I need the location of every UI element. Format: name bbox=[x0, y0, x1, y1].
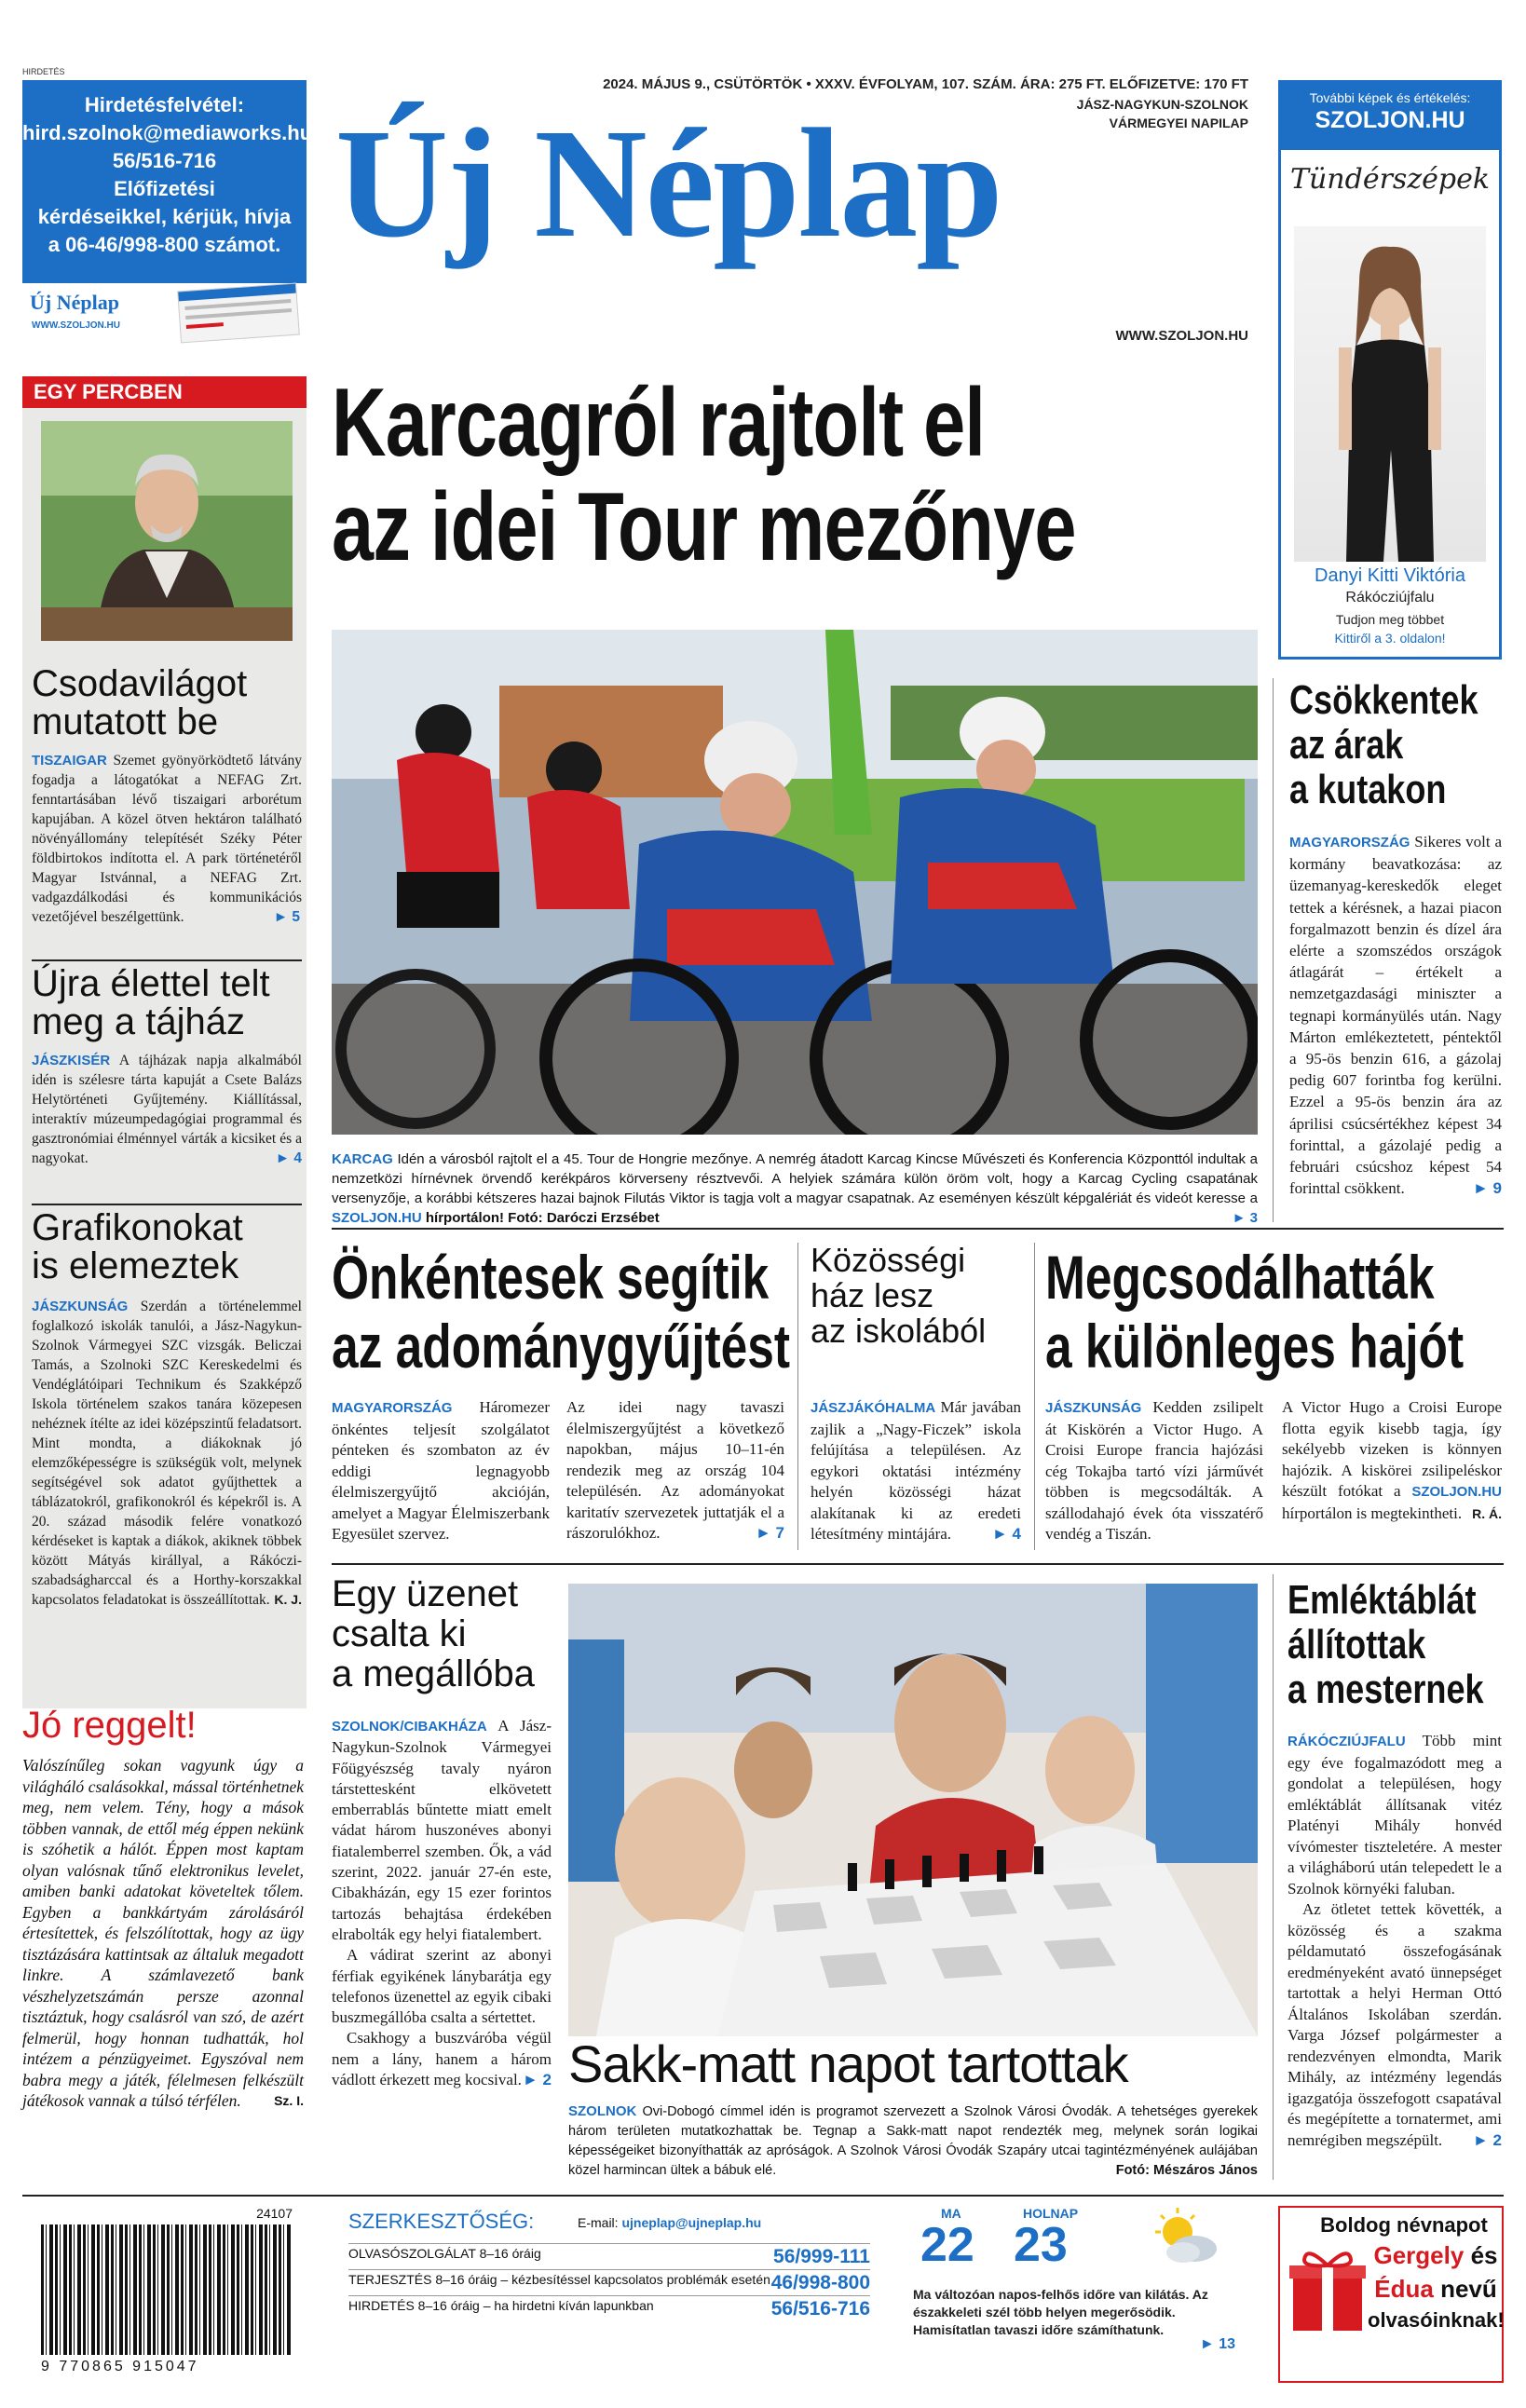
editorial-row-2-number[interactable]: 46/998-800 bbox=[770, 2272, 870, 2293]
volunteers-ref[interactable]: ► 7 bbox=[755, 1524, 784, 1542]
masthead-title[interactable]: Új Néplap bbox=[335, 97, 1001, 270]
ad-label: HIRDETÉS bbox=[22, 67, 65, 76]
chess-photo-credit: Fotó: Mészáros János bbox=[1115, 2163, 1258, 2178]
jo-reggelt-sig: Sz. I. bbox=[274, 2093, 304, 2108]
promo-more-1: Tudjon meg többet bbox=[1335, 612, 1445, 627]
left-article-3-title[interactable] bbox=[32, 1209, 302, 1286]
left-article-3-body bbox=[32, 1297, 302, 1610]
prices-title[interactable] bbox=[1289, 678, 1504, 812]
scam-headline[interactable] bbox=[332, 1574, 555, 1694]
promo-script-title: Tündérszépek bbox=[1289, 163, 1491, 196]
left-article-1-text: Szemet gyönyörködtető látvány fogadja a látogatókat a NEFAG Zrt. fenntartásában lévő tiszaigari arborétum kapujában. A közel ötven hektáron található növényállomány telepítését Széky Péter földbirtokos indította el. A park történetéről Magyar Istvánnal, a NEFAG Zrt. vadgazdálkodási és kommunikációs vezetőjével beszélgettünk. bbox=[32, 753, 303, 925]
weather-today-temp: 22 bbox=[920, 2218, 974, 2272]
promo-site[interactable]: SZOLJON.HU bbox=[1315, 107, 1465, 133]
plaque-headline-line-3: a mesternek bbox=[1288, 1667, 1484, 1712]
ad-newspaper-thumbnail bbox=[177, 283, 300, 344]
chess-caption bbox=[568, 2102, 1258, 2181]
jo-reggelt-title: Jó reggelt! bbox=[22, 1705, 197, 1746]
left-article-3-sig: K. J. bbox=[274, 1592, 302, 1607]
nameday-line-1: Boldog névnapot bbox=[1320, 2213, 1488, 2237]
masthead-url[interactable]: WWW.SZOLJON.HU bbox=[1115, 328, 1248, 344]
plaque-body bbox=[1288, 1731, 1502, 2152]
nameday-name-1: Gergely bbox=[1373, 2241, 1465, 2269]
editorial-email-label: E-mail: bbox=[578, 2215, 619, 2230]
portrait-photo bbox=[41, 421, 293, 641]
ad-box[interactable] bbox=[22, 80, 313, 347]
editorial-row-2-label: TERJESZTÉS 8–16 óráig – kézbesítéssel kapcsolatos problémák esetén bbox=[348, 2272, 770, 2287]
ad-logo: Új Néplap bbox=[30, 291, 119, 314]
scam-kicker: SZOLNOK/CIBAKHÁZA bbox=[332, 1719, 487, 1735]
lead-caption-ref[interactable]: ► 3 bbox=[1232, 1210, 1258, 1226]
plaque-headline-line-2: állítottak bbox=[1288, 1622, 1426, 1667]
promo-town: Rákócziújfalu bbox=[1345, 590, 1435, 605]
lead-caption-tail: hírportálon! Fotó: Daróczi Erzsébet bbox=[425, 1210, 660, 1226]
left-article-1-body bbox=[32, 751, 302, 927]
ad-line-1: Hirdetésfelvétel: bbox=[84, 93, 245, 116]
middle-divider bbox=[332, 1563, 1504, 1565]
weather-tomorrow-temp: 23 bbox=[1014, 2218, 1068, 2272]
left-article-3-text: Szerdán a történelemmel foglalkozó iskolák tanulói, a Jász-Nagykun-Szolnok Vármegyei SZC vizsgák. Beliczai Tamás, a Szolnoki SZC Kereskedelmi és Vendéglátóipari Technikum és Szakképző Iskola történelem szakos tanára közepesen nehéznek ítélte az idei középszintű feladatsort. Mint mondta, a diákoknak jó elemzőképességre is szükségük volt, melynek segítségével sok adatot gyűjthettek a táblázatokról, grafikonokról és képekről is. A 20. század második felére vonatkozó kérdéseket is kaptak a diákok, akiknek többek között Mátyás királlyal, a Rákóczi-szabadságharccal és a Horthy-korszakkal kapcsolatos feladatokat is összeállítottak. bbox=[32, 1299, 302, 1608]
nameday-box bbox=[1278, 2206, 1504, 2383]
nameday-line-4: olvasóinknak! bbox=[1368, 2308, 1505, 2332]
prices-kicker: MAGYARORSZÁG bbox=[1289, 835, 1410, 850]
left-article-1-ref[interactable]: ► 5 bbox=[273, 909, 300, 925]
weather-today-label: MA bbox=[941, 2206, 961, 2221]
scam-headline-line-1: Egy üzenet bbox=[332, 1573, 519, 1614]
editorial-row-1-number[interactable]: 56/999-111 bbox=[773, 2246, 870, 2267]
scam-text-1: A Jász-Nagykun-Szolnok Vármegyei Főügyészség tavaly nyáron társtettesként elkövetett emberrablás bűntette miatt emelt vádat három huszonéves abonyi fiatalemberrel szemben. Ők, a vád szerint, 2022. január 27-én este, Cibakházán, egy 15 ezer forintos tartozás behajtása érdekében elrabolták egy helyi fiatalembert. bbox=[332, 1717, 552, 1943]
scam-headline-line-2: csalta ki bbox=[332, 1613, 467, 1654]
weather-ref[interactable]: ► 13 bbox=[1200, 2336, 1236, 2352]
ship-text-2b: hírportálon is megtekintheti. bbox=[1282, 1503, 1463, 1522]
editorial-email[interactable]: ujneplap@ujneplap.hu bbox=[621, 2215, 762, 2230]
ad-line-6: a 06-46/998-800 számot. bbox=[48, 233, 281, 256]
ad-phone: 56/516-716 bbox=[112, 149, 217, 172]
editorial-title: SZERKESZTŐSÉG: bbox=[348, 2210, 535, 2233]
ad-line-5: kérdéseikkel, kérjük, hívja bbox=[37, 205, 292, 228]
left-divider-2 bbox=[32, 1204, 302, 1205]
community-headline[interactable] bbox=[811, 1243, 1034, 1349]
promo-line-1: További képek és értékelés: bbox=[1309, 90, 1471, 105]
left-article-1-title-line-1: Csodavilágot bbox=[32, 663, 248, 704]
ad-line-4: Előfizetési bbox=[114, 177, 215, 200]
nameday-name-2: Édua bbox=[1374, 2275, 1434, 2303]
footer-top-divider bbox=[22, 2195, 1504, 2197]
ship-sig: R. Á. bbox=[1472, 1505, 1502, 1521]
prices-title-line-2: az árak bbox=[1289, 722, 1404, 768]
scam-headline-line-3: a megállóba bbox=[332, 1653, 535, 1694]
chess-kicker: SZOLNOK bbox=[568, 2103, 637, 2119]
left-article-1-title[interactable] bbox=[32, 665, 302, 741]
plaque-ref[interactable]: ► 2 bbox=[1472, 2131, 1502, 2149]
col-divider-right-top bbox=[1273, 678, 1274, 1222]
plaque-kicker: RÁKÓCZIÚJFALU bbox=[1288, 1734, 1406, 1749]
cycling-photo[interactable] bbox=[332, 630, 1258, 1135]
lead-headline-line-1: Karcagról rajtolt el bbox=[332, 369, 986, 477]
volunteers-headline-line-1: Önkéntesek segítik bbox=[332, 1243, 770, 1312]
editorial-row-1 bbox=[348, 2243, 870, 2268]
jo-reggelt-text: Valószínűleg sokan vagyunk úgy a világháló csalásokkal, mással történhetnek meg, nem velem. Tény, hogy a mások többen vannak, de ettől még éppen nekünk is szóhetik a hálót. Éppen most kaptam olyan valósnak tűnő elektronikus levelet, amiben banki adatokat követeltek tőlem. Egyben a bankkártyám zárolásáról értesítettek, és felszólítottak, hogy az ügy tisztázására kattintsak az általuk megadott linkre. A számlavezető bank vészhelyzetszámán persze azonnal tisztáztuk, hogy csalásról van szó, de azért felmerül, hogy honnan tudhatták, hol intézem a pénzügyeimet. Egyszóval nem babra megy a játék, félelmesen felkészült játékosok vannak a túlsó térfélen. bbox=[22, 1756, 304, 2110]
weather-box bbox=[904, 2206, 1258, 2383]
volunteers-headline-line-2: az adománygyűjtést bbox=[332, 1312, 791, 1381]
plaque-text-1: Több mint egy éve fogalmazódott meg a gondolat a településen, hogy emléktáblát állítsanak vitéz Platényi Mihály honvéd vívómester tiszteletére. A mester a világháború után telepedett le a Szolnok környéki faluban. bbox=[1288, 1732, 1502, 1898]
left-article-2-kicker: JÁSZKISÉR bbox=[32, 1053, 111, 1068]
ship-col-1 bbox=[1045, 1397, 1263, 1545]
lead-headline-line-2: az idei Tour mezőnye bbox=[332, 473, 1076, 581]
community-text: Már javában zajlik a „Nagy-Ficzek” iskola felújítása a településen. Az egykori oktatási intézmény helyén közösségi házat alakítanak ki az eredeti létesítmény mintájára. bbox=[811, 1398, 1021, 1543]
volunteers-col-1 bbox=[332, 1397, 550, 1545]
prices-body bbox=[1289, 831, 1502, 1199]
volunteers-text-2: Az idei nagy tavaszi élelmiszergyűjtést a következő napokban, május 10–11-én rendezik meg az ország 104 településén. Az adományokat karitatív szervezetek juttatják el a rászorulókhoz. bbox=[566, 1398, 784, 1542]
community-ref[interactable]: ► 4 bbox=[991, 1525, 1021, 1543]
left-article-2-ref[interactable]: ► 4 bbox=[275, 1150, 302, 1166]
plaque-headline-line-1: Emléktáblát bbox=[1288, 1577, 1477, 1623]
left-article-2-text: A tájházak napja alkalmából idén is szélesre tárta kapuját a Csete Balázs Helytörténeti Gyűjtemény. Kiállítással, interaktív múzeumpedagógiai programmal és gasztronómiai élménnyel várták a kicsiket és a nagyokat. bbox=[32, 1053, 302, 1166]
promo-more-2[interactable]: Kittiről a 3. oldalon! bbox=[1334, 631, 1446, 646]
lead-headline[interactable] bbox=[332, 371, 1254, 579]
community-kicker: JÁSZJÁKÓHALMA bbox=[811, 1400, 936, 1416]
left-article-1-kicker: TISZAIGAR bbox=[32, 753, 107, 769]
weather-text: Ma változóan napos-felhős időre van kilátás. Az északkeleti szél több helyen megerősödik. Hamisítatlan tavaszi időre számíthatunk. bbox=[913, 2287, 1208, 2337]
jo-reggelt-body bbox=[22, 1755, 304, 2112]
weather-tomorrow-label: HOLNAP bbox=[1023, 2206, 1079, 2221]
promo-name: Danyi Kitti Viktória bbox=[1315, 565, 1465, 586]
prices-ref[interactable]: ► 9 bbox=[1472, 1179, 1502, 1198]
chess-caption-text: Ovi-Dobogó címmel idén is programot szervezett a Szolnok Városi Óvodák. A tehetséges gyerekek három területen mutatkozhattak be. Tegnap a Sakk-matt napot rendezték meg, melynek során logikai képességeiket bizonyíthatták az apróságok. A Szolnok Városi Óvodák Szapáry utcai tagintézményének aulájában közel harmincan ültek a bábuk elé. bbox=[568, 2104, 1258, 2178]
ship-text-2: A Victor Hugo a Croisi Europe flotta egyik kisebb tagja, így sekélyebb vizeken is könnyen hajózik. A kiskörei zsilipeléskor készült fotókat a bbox=[1282, 1398, 1502, 1500]
left-article-3-title-line-2: is elemeztek bbox=[32, 1245, 239, 1286]
editorial-row-1-label: OLVASÓSZOLGÁLAT 8–16 óráig bbox=[348, 2246, 541, 2261]
ship-text-1: Kedden zsilipelt át Kiskörén a Victor Hugo. A Croisi Europe francia hajózási cég Tokajba tartó vízi járművét többen is megcsodálták. A szállodahajó évek óta visszatérő vendég a Tiszán. bbox=[1045, 1398, 1263, 1543]
left-article-2-title-line-2: meg a tájház bbox=[32, 1001, 246, 1042]
ship-kicker: JÁSZKUNSÁG bbox=[1045, 1400, 1142, 1416]
sun-cloud-icon bbox=[1148, 2206, 1222, 2271]
ship-headline-line-1: Megcsodálhatták bbox=[1045, 1243, 1435, 1312]
ship-col-2 bbox=[1282, 1397, 1502, 1524]
prices-title-line-1: Csökkentek bbox=[1289, 677, 1478, 723]
lead-caption-kicker: KARCAG bbox=[332, 1151, 393, 1167]
nameday-line-3: nevű bbox=[1440, 2275, 1497, 2303]
plaque-headline[interactable] bbox=[1288, 1578, 1502, 1712]
lead-caption-site[interactable]: SZOLJON.HU bbox=[332, 1210, 422, 1226]
egy-percben-label: EGY PERCBEN bbox=[22, 376, 307, 408]
community-body bbox=[811, 1397, 1021, 1545]
community-headline-line-2: ház lesz bbox=[811, 1276, 934, 1314]
chess-photo[interactable] bbox=[568, 1584, 1258, 2036]
left-article-2-title[interactable] bbox=[32, 965, 302, 1041]
lead-caption-text: Idén a városból rajtolt el a 45. Tour de Hongrie mezőnye. A nemrég átadott Karcag Kincse Művészeti és Konferencia Központtól indultak a nemzetközi hírnévnek örvendő kerékpáros körverseny résztvevői. A helyiek számára külön öröm volt, hogy a Karcag Cycling csapatának versenyzője, a korábbi kétszeres hazai bajnok Filutás Viktor is tagja volt a magyar csapatnak. Az eseményen készült képgalériát és videót keresse a bbox=[332, 1151, 1258, 1206]
community-headline-line-1: Közösségi bbox=[811, 1241, 966, 1279]
nameday-and: és bbox=[1470, 2241, 1498, 2269]
promo-box[interactable] bbox=[1278, 80, 1502, 660]
ship-site[interactable]: SZOLJON.HU bbox=[1411, 1484, 1503, 1500]
left-article-2-body bbox=[32, 1051, 302, 1168]
editorial-row-3-number[interactable]: 56/516-716 bbox=[770, 2298, 870, 2320]
volunteers-col-2 bbox=[566, 1397, 784, 1544]
chess-headline[interactable]: Sakk-matt napot tartottak bbox=[568, 2034, 1128, 2093]
region-line-1: JÁSZ-NAGYKUN-SZOLNOK bbox=[1076, 97, 1248, 112]
scam-text-2: A vádirat szerint az abonyi férfiak egyikének lánybarátja egy telefonos üzenettel az egyik cibaki buszmegállóba csalta a sértettet. bbox=[332, 1946, 552, 2027]
plaque-text-2: Az ötletet tettek követték, a közösség és a szakma példamutató összefogásának eredményeként avató ünnepséget tartottak a helyi Herman Ottó Általános Iskolában szerdán. Varga József polgármester a rendezvényen elmondta, Marik Mihály, az intézmény legendás igazgatója összefogott csapatával és megépítette a tornatermet, ami nemrégiben megszépült. bbox=[1288, 1900, 1502, 2149]
region-line-2: VÁRMEGYEI NAPILAP bbox=[1109, 116, 1248, 130]
scam-text-3: Csakhogy a buszváróba végül nem a lány, hanem a három vádlott érkezett meg kocsival. bbox=[332, 2029, 552, 2089]
col-divider-volunteers bbox=[797, 1243, 798, 1550]
editorial-box bbox=[332, 2206, 891, 2346]
ship-headline[interactable] bbox=[1045, 1243, 1511, 1381]
prices-text: Sikeres volt a kormány beavatkozása: az üzemanyag-kereskedők eleget tettek a kérésnek, a hazai piacon forgalmazott benzin és dízel ára elérte a szomszédos országok átlagárát – értékelt a nemzetgazdasági miniszter a tegnapi kormányülés után. Nagy Márton emlékeztetett, péntektől a 95-ös benzin 616, a gázolaj pedig 607 forintba fog kerülni. Ezzel a 95-ös benzin ára az áprilisi csúcsértékhez képest 34 forinttal, a gázolajé pedig a februári csúcshoz képest 54 forinttal csökkent. bbox=[1289, 833, 1502, 1198]
community-headline-line-3: az iskolából bbox=[811, 1312, 987, 1350]
barcode-top-number: 24107 bbox=[256, 2206, 293, 2221]
left-article-2-title-line-1: Újra élettel telt bbox=[32, 963, 270, 1004]
prices-title-line-3: a kutakon bbox=[1289, 767, 1447, 812]
left-article-1-title-line-2: mutatott be bbox=[32, 701, 219, 742]
ship-headline-line-2: a különleges hajót bbox=[1045, 1312, 1465, 1381]
ad-email[interactable]: hird.szolnok@mediaworks.hu bbox=[22, 121, 313, 144]
volunteers-headline[interactable] bbox=[332, 1243, 797, 1381]
scam-ref[interactable]: ► 2 bbox=[522, 2071, 552, 2089]
barcode-bars bbox=[41, 2224, 293, 2355]
dateline: 2024. MÁJUS 9., CSÜTÖRTÖK • XXXV. ÉVFOLYAM, 107. SZÁM. ÁRA: 275 FT. ELŐFIZETVE: 170 FT bbox=[603, 76, 1248, 92]
scam-body bbox=[332, 1716, 552, 2091]
editorial-row-2 bbox=[348, 2269, 870, 2294]
volunteers-text-1: Háromezer önkéntes teljesít szolgálatot pénteken és szombaton az év eddigi legnagyobb élelmiszergyűjtő akcióján, amelyet a Magyar Élelmiszerbank Egyesület szervez. bbox=[332, 1398, 550, 1543]
left-divider-1 bbox=[32, 959, 302, 961]
gift-icon bbox=[1288, 2245, 1368, 2334]
lead-caption bbox=[332, 1150, 1258, 1228]
left-article-3-title-line-1: Grafikonokat bbox=[32, 1207, 243, 1248]
promo-photo bbox=[1294, 226, 1486, 562]
col-divider-plaque bbox=[1273, 1574, 1274, 2180]
col-divider-community bbox=[1034, 1243, 1035, 1550]
editorial-row-3-label: HIRDETÉS 8–16 óráig – ha hirdetni kíván lapunkban bbox=[348, 2298, 654, 2313]
barcode-bottom-number: 9 770865 915047 bbox=[41, 2359, 199, 2374]
barcode bbox=[22, 2206, 302, 2383]
left-article-3-kicker: JÁSZKUNSÁG bbox=[32, 1299, 129, 1314]
ad-site: WWW.SZOLJON.HU bbox=[32, 320, 120, 331]
lead-bottom-divider bbox=[332, 1228, 1504, 1230]
volunteers-kicker: MAGYARORSZÁG bbox=[332, 1400, 453, 1416]
editorial-row-3 bbox=[348, 2295, 870, 2320]
